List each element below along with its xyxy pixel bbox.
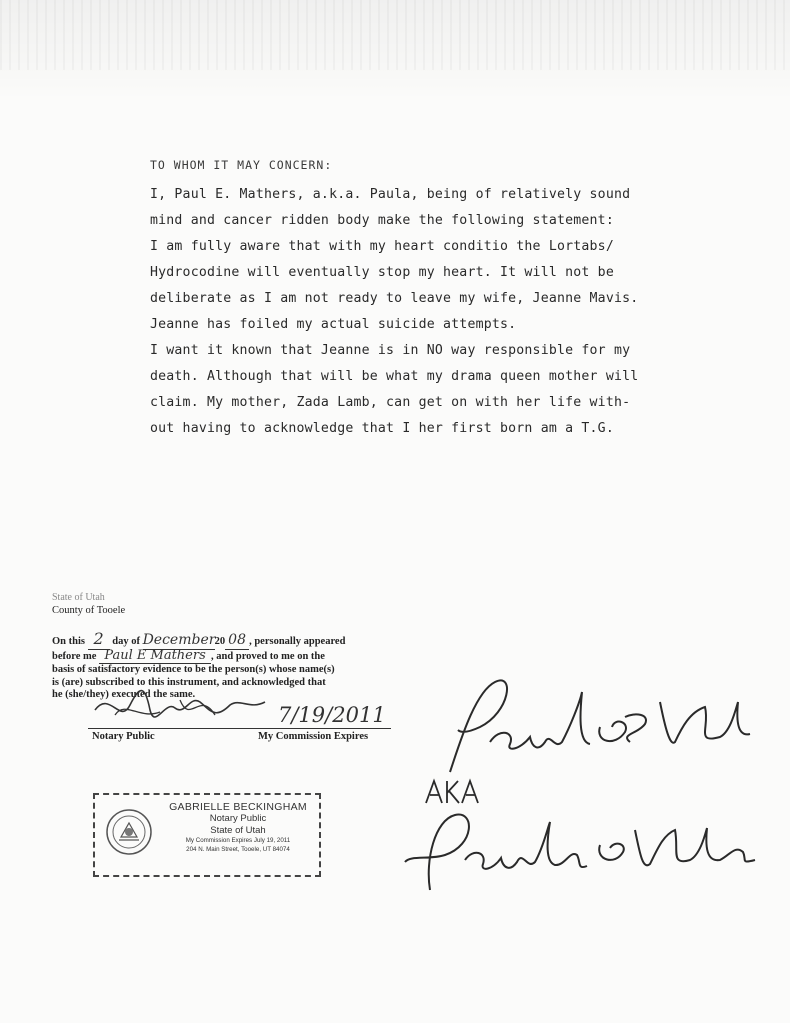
notary-body-line: basis of satisfactory evidence to be the person(s) whose name(s) [52, 664, 335, 675]
stamp-expires: My Commission Expires July 19, 2011 [185, 837, 291, 844]
notary-body-line: he (she/they) executed the same. [52, 689, 196, 700]
year-value: 08 [228, 632, 246, 648]
letter-line: mind and cancer ridden body make the following statement: [150, 213, 614, 228]
year-prefix: 20 [214, 636, 226, 647]
typed-letter [150, 158, 730, 442]
stamp-title: Notary Public [209, 813, 267, 824]
notary-public-line [88, 728, 256, 729]
before-me-label: before me [52, 650, 97, 662]
commission-expires-value: 7/19/2011 [278, 703, 386, 727]
notary-state: State of Utah [52, 592, 105, 603]
notary-public-label: Notary Public [92, 731, 155, 742]
letter-line: claim. My mother, Zada Lamb, can get on with her life with- [150, 395, 631, 410]
day-of-label: day of [112, 636, 140, 647]
letter-line: out having to acknowledge that I her first born am a T.G. [150, 421, 614, 436]
appeared-label: , personally appeared [249, 636, 346, 647]
commission-line [256, 728, 391, 729]
notary-name-row [52, 647, 397, 665]
letter-line: I want it known that Jeanne is in NO way responsible for my [150, 343, 631, 358]
scan-artifact [0, 0, 790, 70]
stamp-text [157, 801, 319, 854]
signature-paula [395, 800, 765, 900]
year-field [225, 634, 249, 650]
notary-body-line: is (are) subscribed to this instrument, and acknowledged that [52, 676, 326, 688]
stamp-name: GABRIELLE BECKINGHAM [169, 801, 307, 813]
day-value: 2 [93, 629, 104, 648]
letter-line: Hydrocodine will eventually stop my heart. It will not be [150, 265, 614, 280]
state-seal-icon [104, 807, 154, 857]
notary-county: County of Tooele [52, 604, 126, 616]
on-this-label: On this [52, 636, 85, 647]
proved-label: , and proved to me on the [211, 650, 325, 662]
name-value: Paul E Mathers [104, 647, 206, 663]
commission-expires-label: My Commission Expires [258, 731, 369, 742]
month-value: December [142, 632, 216, 648]
salutation: TO WHOM IT MAY CONCERN: [150, 158, 333, 172]
letter-line: I, Paul E. Mathers, a.k.a. Paula, being of relatively sound [150, 187, 631, 202]
letter-line: deliberate as I am not ready to leave my wife, Jeanne Mavis. [150, 291, 639, 306]
notary-stamp [93, 793, 321, 877]
letter-line: Jeanne has foiled my actual suicide attempts. [150, 317, 517, 332]
stamp-state: State of Utah [210, 824, 266, 836]
letter-line: death. Although that will be what my drama queen mother will [150, 369, 639, 384]
letter-line: I am fully aware that with my heart conditio the Lortabs/ [150, 239, 614, 254]
name-field [99, 647, 211, 665]
stamp-address: 204 N. Main Street, Tooele, UT 84074 [186, 846, 290, 853]
